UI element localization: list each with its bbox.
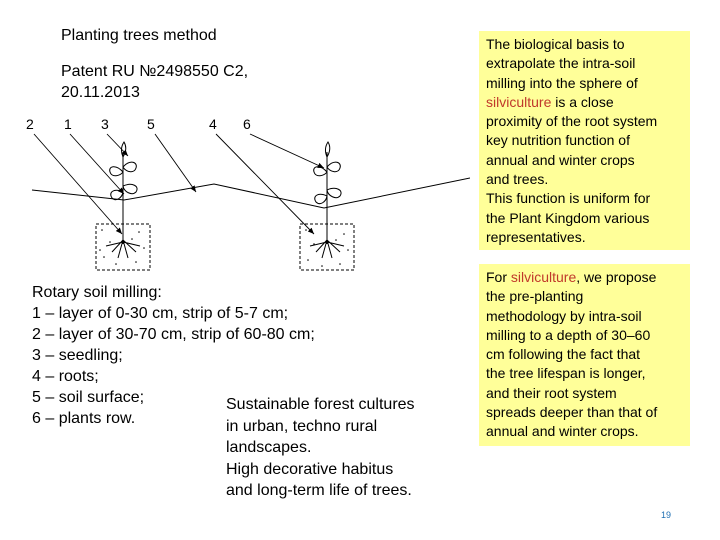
box2-line: [486, 268, 684, 287]
patent-number: Patent RU №2498550 C2,: [61, 63, 249, 80]
legend-item-4: 4 – roots;: [32, 368, 99, 385]
sustain-line: Sustainable forest cultures: [226, 396, 415, 413]
diagram-label-3: 3: [101, 116, 109, 132]
proposal-box: [479, 264, 690, 446]
box1-line: and trees.: [486, 171, 549, 188]
patent-date: 20.11.2013: [61, 84, 140, 101]
box1-line: representatives.: [486, 228, 586, 245]
soil-dots-left: [99, 229, 145, 265]
box2-line: the pre-planting: [486, 288, 584, 305]
biological-basis-box: [479, 31, 690, 250]
diagram-label-5: 5: [147, 116, 155, 132]
silviculture-highlight: silviculture: [510, 269, 577, 285]
legend-item-3: 3 – seedling;: [32, 347, 123, 364]
page-number: 19: [661, 510, 672, 520]
sustain-line: in urban, techno rural: [226, 417, 378, 435]
diagram-label-1: 1: [64, 116, 72, 132]
box1-line: The biological basis to: [486, 36, 625, 52]
diagram-label-6: 6: [243, 116, 251, 132]
box1-line: proximity of the root system: [486, 113, 658, 130]
patent-reference: [61, 61, 248, 103]
box1-line-rest: is a close: [551, 93, 614, 110]
box1-line: This function is uniform for: [486, 190, 651, 207]
legend-item-1: 1 – layer of 0-30 cm, strip of 5-7 cm;: [32, 305, 289, 322]
seedling-right: [310, 142, 344, 258]
box2-line: annual and winter crops.: [486, 423, 639, 440]
sustain-line: and long-term life of trees.: [226, 482, 412, 500]
diagram-label-2: 2: [26, 116, 34, 132]
legend-item-5: 5 – soil surface;: [32, 389, 145, 406]
leader-lines: [34, 134, 324, 234]
box1-line: milling into the sphere of: [486, 74, 638, 91]
box2-line: and their root system: [486, 384, 617, 401]
soil-surface-line: [32, 178, 470, 208]
legend-item-2: 2 – layer of 30-70 cm, strip of 60-80 cm;: [32, 326, 315, 343]
box1-line: annual and winter crops: [486, 151, 635, 168]
legend-heading: Rotary soil milling:: [32, 284, 162, 301]
seedling-left: [106, 142, 140, 258]
legend-item-6: 6 – plants row.: [32, 410, 136, 427]
planting-diagram: [24, 112, 470, 272]
box2-line: cm following the fact that: [486, 346, 641, 363]
sustain-line: landscapes.: [226, 439, 312, 457]
box1-line: the Plant Kingdom various: [486, 209, 650, 226]
diagram-label-4: 4: [209, 116, 217, 132]
slide-title: Planting trees method: [61, 27, 217, 44]
box2-line: milling to a depth of 30–60: [486, 326, 651, 343]
sustain-line: High decorative habitus: [226, 460, 394, 478]
silviculture-highlight: silviculture: [486, 93, 552, 110]
box1-line: extrapolate the intra-soil: [486, 55, 636, 72]
box1-line: [486, 93, 684, 112]
box2-line: spreads deeper than that of: [486, 404, 658, 421]
box2-line-post: , we propose: [576, 269, 657, 285]
box1-line: key nutrition function of: [486, 132, 630, 149]
box2-line-pre: For: [486, 269, 511, 285]
box2-line: methodology by intra-soil: [486, 307, 642, 324]
sustainable-cultures-note: [226, 394, 415, 502]
box2-line: the tree lifespan is longer,: [486, 365, 646, 382]
